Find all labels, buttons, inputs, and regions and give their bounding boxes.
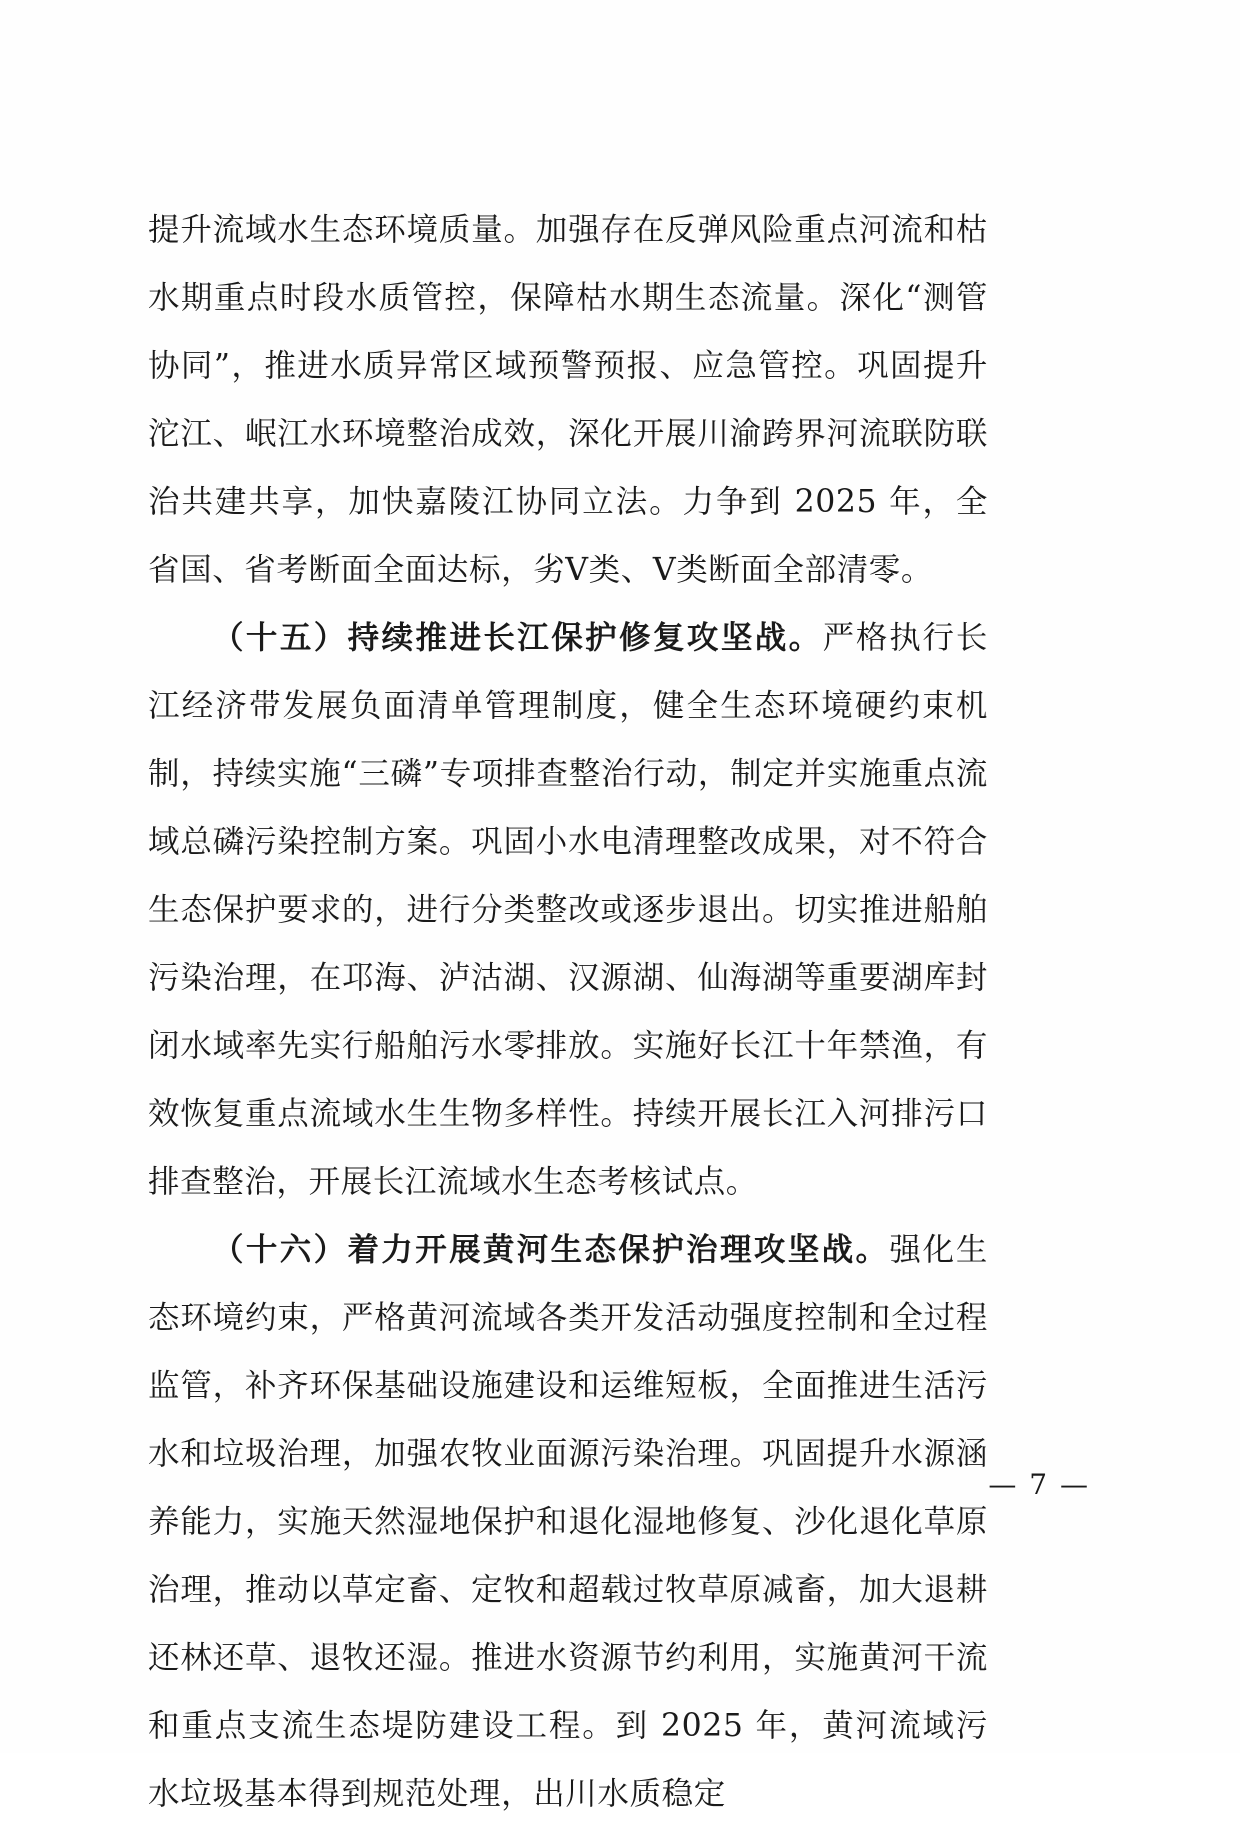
section-sixteen-body: 强化生态环境约束，严格黄河流域各类开发活动强度控制和全过程监管，补齐环保基础设施建设和运维短板，全面推进生活污水和垃圾治理，加强农牧业面源污染治理。巩固提升水源涵养能力，实施天然湿地保护和退化湿地修复、沙化退化草原治理，推动以草定畜、定牧和超载过牧草原减畜，加大退耕还林还草、退牧还湿。推进水资源节约利用，实施黄河干流和重点支流生态堤防建设工程。到 2025 年，黄河流域污水垃圾基本得到规范处理，出川水质稳定 — [148, 1232, 988, 1812]
paragraph-section-sixteen — [148, 1216, 988, 1828]
page-body-text — [148, 196, 988, 1828]
section-sixteen-heading: （十六）着力开展黄河生态保护治理攻坚战。 — [212, 1231, 890, 1268]
section-fifteen-heading: （十五）持续推进长江保护修复攻坚战。 — [212, 619, 823, 656]
paragraph-section-fifteen — [148, 604, 988, 1216]
page-number: — 7 — — [988, 1468, 1090, 1501]
paragraph-continuation-body: 提升流域水生态环境质量。加强存在反弹风险重点河流和枯水期重点时段水质管控，保障枯水期生态流量。深化“测管协同”，推进水质异常区域预警预报、应急管控。巩固提升沱江、岷江水环境整治成效，深化开展川渝跨界河流联防联治共建共享，加快嘉陵江协同立法。力争到 2025 年，全省国、省考断面全面达标，劣Ⅴ类、Ⅴ类断面全部清零。 — [148, 212, 988, 588]
section-fifteen-body: 严格执行长江经济带发展负面清单管理制度，健全生态环境硬约束机制，持续实施“三磷”专项排查整治行动，制定并实施重点流域总磷污染控制方案。巩固小水电清理整改成果，对不符合生态保护要求的，进行分类整改或逐步退出。切实推进船舶污染治理，在邛海、泸沽湖、汉源湖、仙海湖等重要湖库封闭水域率先实行船舶污水零排放。实施好长江十年禁渔，有效恢复重点流域水生生物多样性。持续开展长江入河排污口排查整治，开展长江流域水生态考核试点。 — [148, 620, 988, 1200]
paragraph-continuation — [148, 196, 988, 604]
